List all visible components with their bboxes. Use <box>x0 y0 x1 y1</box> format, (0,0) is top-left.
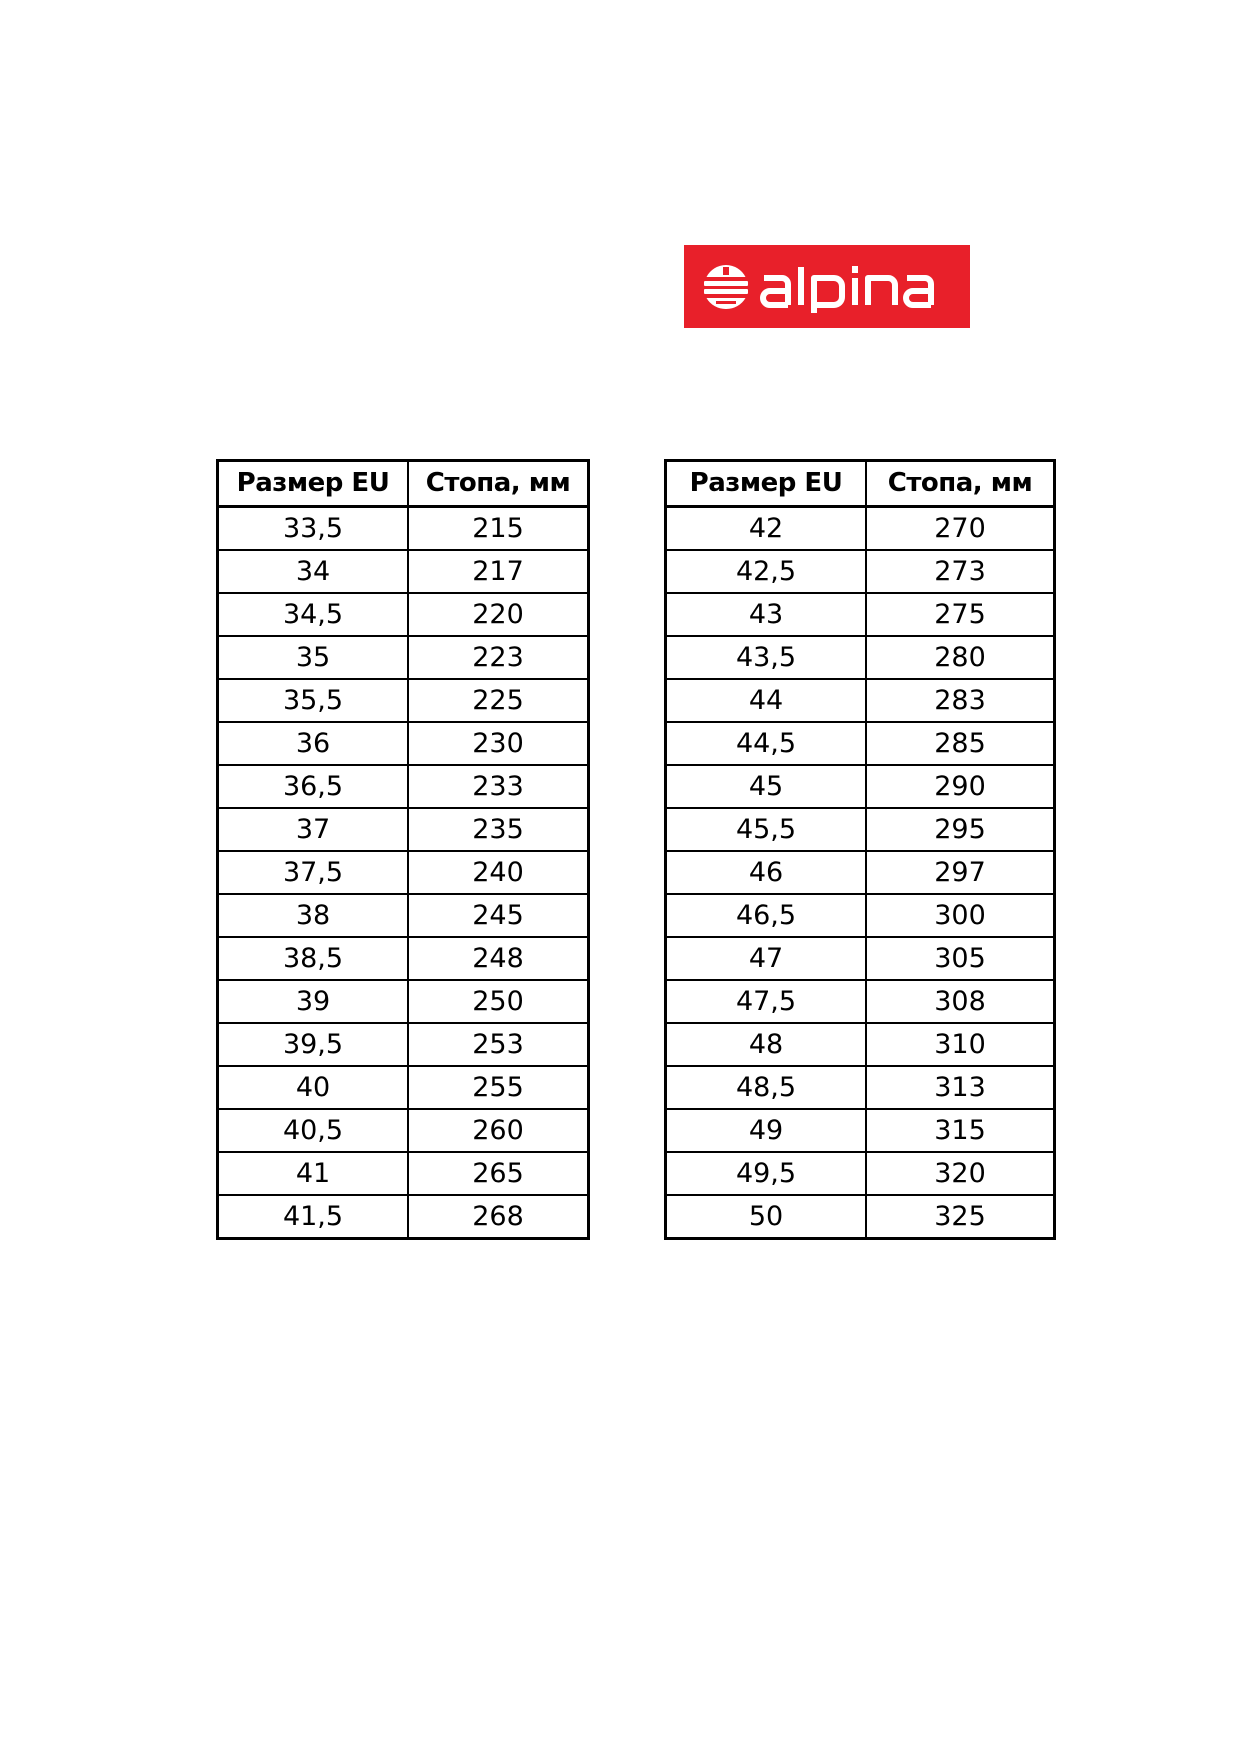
table-row <box>218 636 589 679</box>
cell-foot-mm: 215 <box>408 507 589 551</box>
cell-foot-mm: 240 <box>408 851 589 894</box>
cell-size-eu: 38 <box>218 894 409 937</box>
cell-size-eu: 43,5 <box>666 636 867 679</box>
cell-size-eu: 39 <box>218 980 409 1023</box>
table-row <box>218 507 589 551</box>
alpina-logo <box>684 245 970 328</box>
cell-size-eu: 42,5 <box>666 550 867 593</box>
table-row <box>218 894 589 937</box>
cell-size-eu: 49,5 <box>666 1152 867 1195</box>
table-row <box>666 722 1055 765</box>
table-row <box>218 851 589 894</box>
cell-size-eu: 37,5 <box>218 851 409 894</box>
size-table-right <box>664 459 1056 1240</box>
cell-size-eu: 46 <box>666 851 867 894</box>
cell-size-eu: 37 <box>218 808 409 851</box>
cell-foot-mm: 315 <box>866 1109 1055 1152</box>
table-row <box>218 1066 589 1109</box>
table-row <box>666 851 1055 894</box>
cell-foot-mm: 217 <box>408 550 589 593</box>
table-row <box>666 808 1055 851</box>
cell-foot-mm: 273 <box>866 550 1055 593</box>
cell-size-eu: 46,5 <box>666 894 867 937</box>
cell-size-eu: 45 <box>666 765 867 808</box>
cell-foot-mm: 230 <box>408 722 589 765</box>
table-row <box>218 593 589 636</box>
cell-size-eu: 40 <box>218 1066 409 1109</box>
table-row <box>218 679 589 722</box>
table-row <box>218 980 589 1023</box>
cell-size-eu: 48,5 <box>666 1066 867 1109</box>
table-row <box>666 1195 1055 1239</box>
cell-foot-mm: 308 <box>866 980 1055 1023</box>
cell-foot-mm: 325 <box>866 1195 1055 1239</box>
cell-foot-mm: 300 <box>866 894 1055 937</box>
cell-foot-mm: 297 <box>866 851 1055 894</box>
table-row <box>218 765 589 808</box>
cell-foot-mm: 250 <box>408 980 589 1023</box>
cell-size-eu: 36 <box>218 722 409 765</box>
table-row <box>666 1109 1055 1152</box>
cell-foot-mm: 268 <box>408 1195 589 1239</box>
table-row <box>666 507 1055 551</box>
header-size-eu: Размер EU <box>218 461 409 507</box>
cell-size-eu: 48 <box>666 1023 867 1066</box>
table-row <box>666 679 1055 722</box>
cell-foot-mm: 233 <box>408 765 589 808</box>
cell-size-eu: 41,5 <box>218 1195 409 1239</box>
cell-size-eu: 44,5 <box>666 722 867 765</box>
cell-foot-mm: 225 <box>408 679 589 722</box>
cell-size-eu: 47 <box>666 937 867 980</box>
cell-size-eu: 36,5 <box>218 765 409 808</box>
cell-foot-mm: 255 <box>408 1066 589 1109</box>
table-row <box>666 1152 1055 1195</box>
cell-size-eu: 47,5 <box>666 980 867 1023</box>
cell-foot-mm: 290 <box>866 765 1055 808</box>
cell-size-eu: 34,5 <box>218 593 409 636</box>
table-row <box>666 593 1055 636</box>
cell-size-eu: 40,5 <box>218 1109 409 1152</box>
table-row <box>666 894 1055 937</box>
cell-foot-mm: 275 <box>866 593 1055 636</box>
cell-size-eu: 45,5 <box>666 808 867 851</box>
table-row <box>666 1066 1055 1109</box>
cell-foot-mm: 223 <box>408 636 589 679</box>
cell-foot-mm: 260 <box>408 1109 589 1152</box>
table-header-row <box>218 461 589 507</box>
cell-size-eu: 35 <box>218 636 409 679</box>
cell-foot-mm: 283 <box>866 679 1055 722</box>
cell-foot-mm: 235 <box>408 808 589 851</box>
table-row <box>218 1023 589 1066</box>
cell-foot-mm: 245 <box>408 894 589 937</box>
table-row <box>218 937 589 980</box>
table-row <box>666 937 1055 980</box>
cell-foot-mm: 295 <box>866 808 1055 851</box>
table-row <box>666 980 1055 1023</box>
cell-size-eu: 33,5 <box>218 507 409 551</box>
header-foot-mm: Стопа, мм <box>408 461 589 507</box>
table-row <box>218 808 589 851</box>
cell-foot-mm: 313 <box>866 1066 1055 1109</box>
table-row <box>218 1152 589 1195</box>
table-row <box>666 765 1055 808</box>
table-row <box>666 1023 1055 1066</box>
alpina-globe-icon <box>702 261 952 313</box>
cell-foot-mm: 320 <box>866 1152 1055 1195</box>
cell-foot-mm: 280 <box>866 636 1055 679</box>
cell-size-eu: 44 <box>666 679 867 722</box>
header-size-eu: Размер EU <box>666 461 867 507</box>
cell-foot-mm: 220 <box>408 593 589 636</box>
table-row <box>218 550 589 593</box>
cell-size-eu: 50 <box>666 1195 867 1239</box>
cell-foot-mm: 270 <box>866 507 1055 551</box>
table-row <box>666 636 1055 679</box>
size-table-left <box>216 459 590 1240</box>
cell-foot-mm: 253 <box>408 1023 589 1066</box>
cell-foot-mm: 310 <box>866 1023 1055 1066</box>
cell-size-eu: 49 <box>666 1109 867 1152</box>
table-row <box>218 722 589 765</box>
cell-foot-mm: 265 <box>408 1152 589 1195</box>
cell-size-eu: 39,5 <box>218 1023 409 1066</box>
cell-size-eu: 42 <box>666 507 867 551</box>
cell-foot-mm: 305 <box>866 937 1055 980</box>
table-row <box>666 550 1055 593</box>
cell-size-eu: 38,5 <box>218 937 409 980</box>
cell-size-eu: 34 <box>218 550 409 593</box>
table-header-row <box>666 461 1055 507</box>
cell-size-eu: 43 <box>666 593 867 636</box>
cell-foot-mm: 285 <box>866 722 1055 765</box>
table-row <box>218 1195 589 1239</box>
header-foot-mm: Стопа, мм <box>866 461 1055 507</box>
table-row <box>218 1109 589 1152</box>
cell-size-eu: 41 <box>218 1152 409 1195</box>
cell-size-eu: 35,5 <box>218 679 409 722</box>
cell-foot-mm: 248 <box>408 937 589 980</box>
